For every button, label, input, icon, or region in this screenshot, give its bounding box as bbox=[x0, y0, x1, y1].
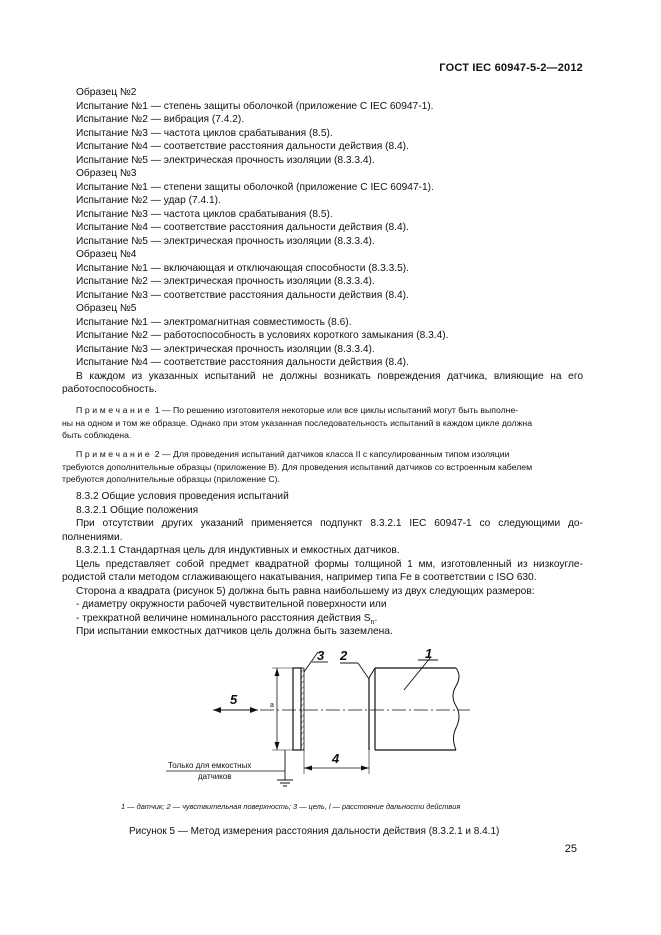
sample-5-test-1: Испытание №1 — электромагнитная совместимость (8.6). bbox=[76, 316, 352, 328]
sample-4-test-3: Испытание №3 — соответствие расстояния дальности действия (8.4). bbox=[76, 289, 409, 301]
paragraph-2-line-1: Цель представляет собой предмет квадратной формы толщиной 1 мм, изготовленный из низкоугле- bbox=[76, 558, 583, 570]
damage-paragraph-line-2: работоспособность. bbox=[62, 384, 158, 395]
figure-label-2: 2 bbox=[340, 648, 348, 663]
note-1-line-2: ны на одном и том же образце. Однако при этом указанная последовательность испытаний в каждом цикле должна bbox=[62, 417, 533, 428]
bullet-2-subscript: n bbox=[370, 618, 375, 626]
sample-5-test-3: Испытание №3 — электрическая прочность изоляции (8.3.3.4). bbox=[76, 343, 375, 355]
figure-label-5: 5 bbox=[230, 692, 238, 707]
section-8-3-2-1-heading: 8.3.2.1 Общие положения bbox=[76, 504, 199, 516]
figure-label-1: 1 bbox=[425, 646, 433, 661]
sample-3-test-2: Испытание №2 — удар (7.4.1). bbox=[76, 195, 221, 206]
bullet-1: - диаметру окружности рабочей чувствительной поверхности или bbox=[76, 599, 387, 610]
note-2-text: 2 — Для проведения испытаний датчиков класса II с капсулированным типом изоляции bbox=[152, 449, 510, 459]
sample-3-test-1: Испытание №1 — степени защиты оболочкой (приложение С IEC 60947-1). bbox=[76, 181, 434, 193]
paragraph-3-line-1: Сторона а квадрата (рисунок 5) должна быть равна наибольшему из двух следующих размеров: bbox=[76, 585, 535, 597]
sample-2-test-2: Испытание №2 — вибрация (7.4.2). bbox=[76, 114, 245, 125]
sample-4-test-1: Испытание №1 — включающая и отключающая способности (8.3.3.5). bbox=[76, 262, 409, 274]
sample-2-test-5: Испытание №5 — электрическая прочность изоляции (8.3.3.4). bbox=[76, 154, 375, 166]
target-plate bbox=[293, 668, 304, 750]
damage-paragraph-line-1: В каждом из указанных испытаний не должны возникать повреждения датчика, влияющие на его bbox=[76, 370, 583, 382]
sensor-body bbox=[369, 668, 459, 750]
paragraph-1-line-1: При отсутствии других указаний применяется подпункт 8.3.2.1 IEC 60947-1 со следующими до- bbox=[76, 518, 583, 529]
note-2-line-2: требуются дополнительные образцы (приложение В). Для проведения испытаний датчиков со встроенным кабелем bbox=[62, 461, 533, 472]
note-1-label: Примечание bbox=[76, 405, 153, 415]
sample-2-test-1: Испытание №1 — степень защиты оболочкой (приложение С IEC 60947-1). bbox=[76, 100, 434, 112]
leader-2 bbox=[358, 663, 369, 679]
sample-5-test-4: Испытание №4 — соответствие расстояния дальности действия (8.4). bbox=[76, 357, 409, 368]
sample-5-title: Образец №5 bbox=[76, 303, 137, 314]
sample-5-test-2: Испытание №2 — работоспособность в условиях короткого замыкания (8.3.4). bbox=[76, 330, 449, 341]
sample-2-test-3: Испытание №3 — частота циклов срабатывания (8.5). bbox=[76, 127, 333, 139]
paragraph-4: При испытании емкостных датчиков цель должна быть заземлена. bbox=[76, 626, 393, 637]
sample-4-test-2: Испытание №2 — электрическая прочность изоляции (8.3.3.4). bbox=[76, 276, 375, 287]
paragraph-2-line-2: родистой стали методом сглаживающего накатывания, например типа Fe в соответствии с ISO 630. bbox=[62, 572, 537, 583]
figure-label-a: a bbox=[270, 702, 274, 709]
sample-4-title: Образец №4 bbox=[76, 249, 137, 260]
note-2-label: Примечание bbox=[76, 449, 153, 459]
note-1-text: 1 — По решению изготовителя некоторые или все циклы испытаний могут быть выполне- bbox=[152, 405, 519, 415]
figure-title: Рисунок 5 — Метод измерения расстояния дальности действия (8.3.2.1 и 8.4.1) bbox=[129, 826, 500, 837]
figure-legend: 1 — датчик; 2 — чувствительная поверхность; 3 — цель, l — расстояние дальности действия bbox=[121, 802, 461, 811]
sample-3-title: Образец №3 bbox=[76, 168, 137, 179]
page-number: 25 bbox=[564, 843, 577, 855]
leader-1 bbox=[404, 658, 430, 690]
note-2-line-3: требуются дополнительные образцы (приложение С). bbox=[62, 474, 280, 484]
sample-3-test-5: Испытание №5 — электрическая прочность изоляции (8.3.3.4). bbox=[76, 235, 375, 247]
sample-3-test-3: Испытание №3 — частота циклов срабатывания (8.5). bbox=[76, 208, 333, 220]
bullet-2-end: . bbox=[374, 612, 378, 624]
figure-label-3: 3 bbox=[317, 648, 325, 663]
section-8-3-2-heading: 8.3.2 Общие условия проведения испытаний bbox=[76, 491, 289, 502]
standard-header: ГОСТ IEC 60947-5-2—2012 bbox=[439, 62, 583, 74]
sample-3-test-4: Испытание №4 — соответствие расстояния дальности действия (8.4). bbox=[76, 222, 409, 233]
note-1-line-3: быть соблюдена. bbox=[62, 430, 132, 440]
dimension-a bbox=[272, 668, 293, 750]
paragraph-1-line-2: полнениями. bbox=[62, 531, 123, 543]
figure-label-4: 4 bbox=[332, 751, 340, 766]
sample-2-title: Образец №2 bbox=[76, 87, 137, 98]
section-8-3-2-1-1-heading: 8.3.2.1.1 Стандартная цель для индуктивных и емкостных датчиков. bbox=[76, 545, 400, 556]
ground-label-line-2: датчиков bbox=[198, 772, 232, 781]
ground-label-line-1: Только для емкостных bbox=[168, 761, 252, 770]
sample-2-test-4: Испытание №4 — соответствие расстояния дальности действия (8.4). bbox=[76, 141, 409, 152]
movement-arrow bbox=[213, 707, 258, 713]
bullet-2-text: - трехкратной величине номинального расстояния действия S bbox=[76, 612, 371, 624]
